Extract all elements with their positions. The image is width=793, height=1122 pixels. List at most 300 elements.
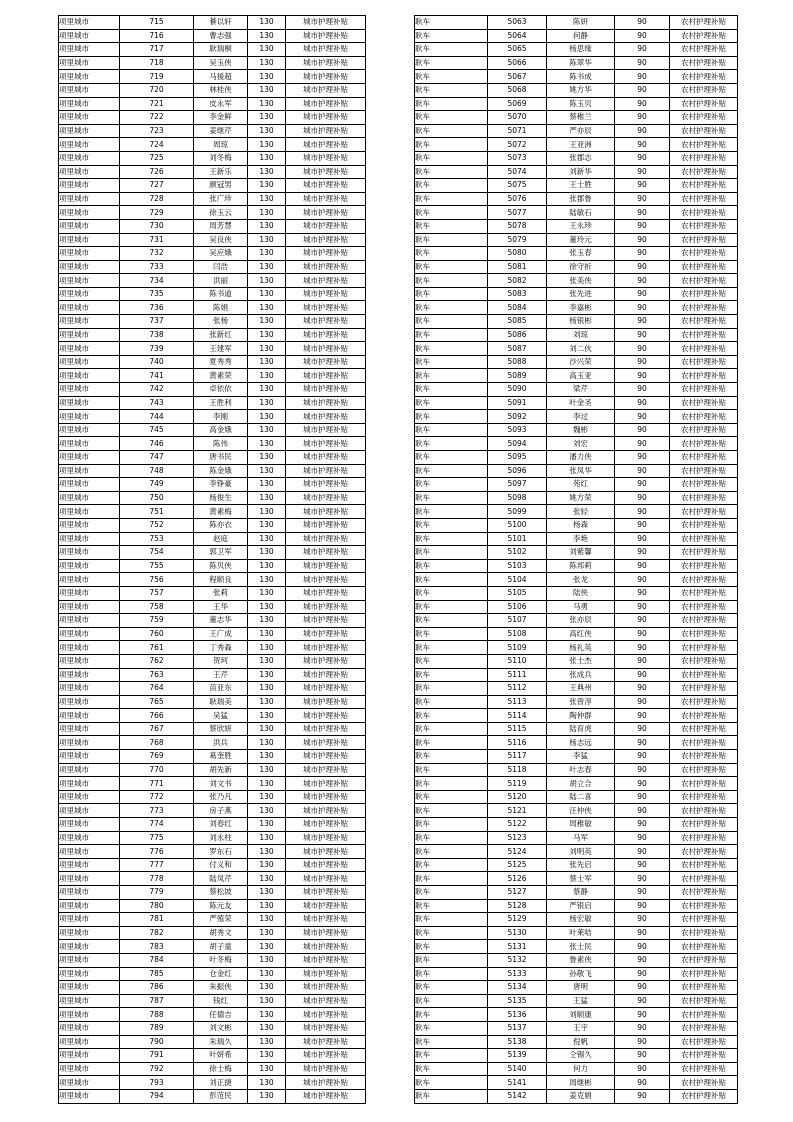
table-row xyxy=(59,342,366,356)
name-cell: 王亚洲 xyxy=(547,138,615,152)
amount-cell: 130 xyxy=(248,165,286,179)
subsidy-type-cell: 农村护理补贴 xyxy=(670,736,738,750)
amount-cell: 90 xyxy=(615,464,670,478)
amount-cell: 130 xyxy=(248,790,286,804)
region-cell: 项里城市 xyxy=(59,437,120,451)
table-row xyxy=(415,899,738,913)
region-cell: 项里城市 xyxy=(59,994,120,1008)
table-row xyxy=(59,573,366,587)
subsidy-type-cell: 农村护理补贴 xyxy=(670,532,738,546)
region-cell: 耿车 xyxy=(415,804,488,818)
table-row xyxy=(415,369,738,383)
id-cell: 5084 xyxy=(488,301,547,315)
region-cell: 耿车 xyxy=(415,70,488,84)
table-row xyxy=(415,151,738,165)
table-row xyxy=(415,777,738,791)
name-cell: 任德吉 xyxy=(194,1008,248,1022)
id-cell: 782 xyxy=(120,926,194,940)
name-cell: 仝锡久 xyxy=(547,1049,615,1063)
id-cell: 5075 xyxy=(488,179,547,193)
region-cell: 耿车 xyxy=(415,926,488,940)
table-row xyxy=(415,206,738,220)
name-cell: 陈玉贝 xyxy=(547,97,615,111)
amount-cell: 130 xyxy=(248,437,286,451)
amount-cell: 90 xyxy=(615,491,670,505)
subsidy-type-cell: 城市护理补贴 xyxy=(286,219,366,233)
name-cell: 魏彬 xyxy=(547,423,615,437)
name-cell: 陈娟 xyxy=(194,301,248,315)
name-cell: 刘紫馨 xyxy=(547,546,615,560)
region-cell: 项里城市 xyxy=(59,43,120,57)
region-cell: 耿车 xyxy=(415,627,488,641)
subsidy-type-cell: 城市护理补贴 xyxy=(286,43,366,57)
id-cell: 5138 xyxy=(488,1035,547,1049)
subsidy-type-cell: 农村护理补贴 xyxy=(670,831,738,845)
amount-cell: 90 xyxy=(615,301,670,315)
region-cell: 耿车 xyxy=(415,83,488,97)
subsidy-type-cell: 城市护理补贴 xyxy=(286,192,366,206)
name-cell: 杨礼英 xyxy=(547,641,615,655)
name-cell: 付义和 xyxy=(194,858,248,872)
name-cell: 叶冬梅 xyxy=(194,953,248,967)
name-cell: 陈翠华 xyxy=(547,56,615,70)
table-row xyxy=(415,165,738,179)
table-row xyxy=(415,97,738,111)
region-cell: 耿车 xyxy=(415,573,488,587)
region-cell: 项里城市 xyxy=(59,328,120,342)
id-cell: 5082 xyxy=(488,274,547,288)
table-row xyxy=(59,219,366,233)
region-cell: 耿车 xyxy=(415,355,488,369)
table-row xyxy=(59,872,366,886)
id-cell: 767 xyxy=(120,722,194,736)
region-cell: 耿车 xyxy=(415,383,488,397)
region-cell: 项里城市 xyxy=(59,886,120,900)
amount-cell: 90 xyxy=(615,804,670,818)
subsidy-type-cell: 城市护理补贴 xyxy=(286,1035,366,1049)
region-cell: 项里城市 xyxy=(59,83,120,97)
amount-cell: 90 xyxy=(615,981,670,995)
subsidy-type-cell: 农村护理补贴 xyxy=(670,559,738,573)
name-cell: 刘文彬 xyxy=(194,1021,248,1035)
subsidy-type-cell: 城市护理补贴 xyxy=(286,437,366,451)
amount-cell: 90 xyxy=(615,478,670,492)
table-row xyxy=(415,546,738,560)
name-cell: 张美侠 xyxy=(547,274,615,288)
region-cell: 耿车 xyxy=(415,1089,488,1103)
name-cell: 李猛 xyxy=(547,750,615,764)
id-cell: 778 xyxy=(120,872,194,886)
table-row xyxy=(59,260,366,274)
subsidy-type-cell: 城市护理补贴 xyxy=(286,763,366,777)
id-cell: 5080 xyxy=(488,247,547,261)
id-cell: 5122 xyxy=(488,818,547,832)
id-cell: 5104 xyxy=(488,573,547,587)
amount-cell: 130 xyxy=(248,600,286,614)
amount-cell: 130 xyxy=(248,994,286,1008)
table-row xyxy=(59,192,366,206)
id-cell: 720 xyxy=(120,83,194,97)
id-cell: 5135 xyxy=(488,994,547,1008)
table-row xyxy=(59,858,366,872)
id-cell: 5112 xyxy=(488,682,547,696)
amount-cell: 90 xyxy=(615,600,670,614)
id-cell: 743 xyxy=(120,396,194,410)
subsidy-type-cell: 城市护理补贴 xyxy=(286,355,366,369)
subsidy-type-cell: 城市护理补贴 xyxy=(286,777,366,791)
amount-cell: 130 xyxy=(248,981,286,995)
subsidy-type-cell: 城市护理补贴 xyxy=(286,981,366,995)
name-cell: 胡立合 xyxy=(547,777,615,791)
amount-cell: 130 xyxy=(248,818,286,832)
subsidy-type-cell: 农村护理补贴 xyxy=(670,315,738,329)
amount-cell: 130 xyxy=(248,43,286,57)
table-row xyxy=(59,1089,366,1103)
name-cell: 颜冠男 xyxy=(194,179,248,193)
id-cell: 734 xyxy=(120,274,194,288)
table-row xyxy=(415,464,738,478)
region-cell: 项里城市 xyxy=(59,1008,120,1022)
name-cell: 罗东石 xyxy=(194,845,248,859)
table-row xyxy=(59,16,366,30)
subsidy-type-cell: 农村护理补贴 xyxy=(670,111,738,125)
amount-cell: 90 xyxy=(615,451,670,465)
amount-cell: 90 xyxy=(615,845,670,859)
table-row xyxy=(59,777,366,791)
id-cell: 5072 xyxy=(488,138,547,152)
amount-cell: 130 xyxy=(248,573,286,587)
name-cell: 耿瑞美 xyxy=(194,695,248,709)
id-cell: 5142 xyxy=(488,1089,547,1103)
amount-cell: 90 xyxy=(615,505,670,519)
table-row xyxy=(59,736,366,750)
name-cell: 林桂侠 xyxy=(194,83,248,97)
id-cell: 5094 xyxy=(488,437,547,451)
name-cell: 叶志春 xyxy=(547,763,615,777)
region-cell: 项里城市 xyxy=(59,219,120,233)
amount-cell: 130 xyxy=(248,777,286,791)
amount-cell: 90 xyxy=(615,695,670,709)
region-cell: 项里城市 xyxy=(59,451,120,465)
amount-cell: 90 xyxy=(615,899,670,913)
id-cell: 777 xyxy=(120,858,194,872)
id-cell: 765 xyxy=(120,695,194,709)
amount-cell: 90 xyxy=(615,872,670,886)
region-cell: 项里城市 xyxy=(59,614,120,628)
name-cell: 王广成 xyxy=(194,627,248,641)
name-cell: 蔡松坡 xyxy=(194,886,248,900)
table-row xyxy=(59,641,366,655)
id-cell: 5114 xyxy=(488,709,547,723)
subsidy-type-cell: 农村护理补贴 xyxy=(670,43,738,57)
amount-cell: 130 xyxy=(248,654,286,668)
name-cell: 姚方荣 xyxy=(547,491,615,505)
table-row xyxy=(59,247,366,261)
table-row xyxy=(59,111,366,125)
id-cell: 775 xyxy=(120,831,194,845)
name-cell: 陈书成 xyxy=(547,70,615,84)
amount-cell: 90 xyxy=(615,614,670,628)
region-cell: 项里城市 xyxy=(59,736,120,750)
name-cell: 郭卫军 xyxy=(194,546,248,560)
id-cell: 729 xyxy=(120,206,194,220)
amount-cell: 130 xyxy=(248,287,286,301)
region-cell: 耿车 xyxy=(415,518,488,532)
amount-cell: 130 xyxy=(248,247,286,261)
region-cell: 项里城市 xyxy=(59,654,120,668)
subsidy-type-cell: 农村护理补贴 xyxy=(670,192,738,206)
id-cell: 5137 xyxy=(488,1021,547,1035)
amount-cell: 90 xyxy=(615,586,670,600)
name-cell: 王华 xyxy=(194,600,248,614)
table-row xyxy=(59,614,366,628)
table-row xyxy=(59,410,366,424)
region-cell: 项里城市 xyxy=(59,151,120,165)
table-row xyxy=(59,56,366,70)
id-cell: 5100 xyxy=(488,518,547,532)
region-cell: 项里城市 xyxy=(59,1062,120,1076)
name-cell: 洪兵 xyxy=(194,736,248,750)
subsidy-type-cell: 城市护理补贴 xyxy=(286,790,366,804)
subsidy-type-cell: 农村护理补贴 xyxy=(670,845,738,859)
amount-cell: 90 xyxy=(615,994,670,1008)
amount-cell: 130 xyxy=(248,559,286,573)
amount-cell: 130 xyxy=(248,682,286,696)
region-cell: 耿车 xyxy=(415,29,488,43)
region-cell: 耿车 xyxy=(415,301,488,315)
id-cell: 728 xyxy=(120,192,194,206)
region-cell: 耿车 xyxy=(415,845,488,859)
amount-cell: 90 xyxy=(615,1089,670,1103)
id-cell: 5121 xyxy=(488,804,547,818)
subsidy-type-cell: 农村护理补贴 xyxy=(670,260,738,274)
region-cell: 耿车 xyxy=(415,750,488,764)
id-cell: 5125 xyxy=(488,858,547,872)
name-cell: 蔡欣妍 xyxy=(194,722,248,736)
amount-cell: 130 xyxy=(248,926,286,940)
table-row xyxy=(415,192,738,206)
table-row xyxy=(415,233,738,247)
region-cell: 耿车 xyxy=(415,287,488,301)
table-row xyxy=(415,16,738,30)
subsidy-type-cell: 城市护理补贴 xyxy=(286,926,366,940)
id-cell: 762 xyxy=(120,654,194,668)
name-cell: 周继彬 xyxy=(547,1076,615,1090)
amount-cell: 130 xyxy=(248,763,286,777)
name-cell: 叶妍希 xyxy=(194,1049,248,1063)
id-cell: 5097 xyxy=(488,478,547,492)
id-cell: 761 xyxy=(120,641,194,655)
table-row xyxy=(415,967,738,981)
table-row xyxy=(415,913,738,927)
amount-cell: 130 xyxy=(248,899,286,913)
id-cell: 5127 xyxy=(488,886,547,900)
id-cell: 744 xyxy=(120,410,194,424)
table-row xyxy=(415,287,738,301)
id-cell: 5081 xyxy=(488,260,547,274)
region-cell: 项里城市 xyxy=(59,546,120,560)
region-cell: 项里城市 xyxy=(59,845,120,859)
id-cell: 788 xyxy=(120,1008,194,1022)
id-cell: 754 xyxy=(120,546,194,560)
table-row xyxy=(59,301,366,315)
id-cell: 746 xyxy=(120,437,194,451)
region-cell: 项里城市 xyxy=(59,491,120,505)
subsidy-type-cell: 农村护理补贴 xyxy=(670,219,738,233)
table-row xyxy=(415,491,738,505)
id-cell: 757 xyxy=(120,586,194,600)
name-cell: 胡秀文 xyxy=(194,926,248,940)
subsidy-type-cell: 城市护理补贴 xyxy=(286,804,366,818)
region-cell: 项里城市 xyxy=(59,342,120,356)
id-cell: 747 xyxy=(120,451,194,465)
name-cell: 吴猛 xyxy=(194,709,248,723)
table-row xyxy=(415,56,738,70)
id-cell: 5130 xyxy=(488,926,547,940)
region-cell: 耿车 xyxy=(415,790,488,804)
subsidy-type-cell: 城市护理补贴 xyxy=(286,491,366,505)
table-row xyxy=(415,831,738,845)
amount-cell: 90 xyxy=(615,1076,670,1090)
table-row xyxy=(415,423,738,437)
subsidy-type-cell: 农村护理补贴 xyxy=(670,1076,738,1090)
region-cell: 项里城市 xyxy=(59,192,120,206)
table-row xyxy=(415,573,738,587)
id-cell: 5071 xyxy=(488,124,547,138)
name-cell: 鲁素侠 xyxy=(547,953,615,967)
subsidy-type-cell: 城市护理补贴 xyxy=(286,342,366,356)
table-row xyxy=(415,1089,738,1103)
subsidy-type-cell: 城市护理补贴 xyxy=(286,573,366,587)
name-cell: 张亦辰 xyxy=(547,614,615,628)
table-row xyxy=(415,953,738,967)
id-cell: 739 xyxy=(120,342,194,356)
name-cell: 高红侠 xyxy=(547,627,615,641)
table-row xyxy=(59,682,366,696)
table-row xyxy=(59,790,366,804)
name-cell: 潘力侠 xyxy=(547,451,615,465)
amount-cell: 90 xyxy=(615,858,670,872)
id-cell: 5107 xyxy=(488,614,547,628)
table-row xyxy=(59,151,366,165)
id-cell: 717 xyxy=(120,43,194,57)
subsidy-type-cell: 城市护理补贴 xyxy=(286,247,366,261)
id-cell: 752 xyxy=(120,518,194,532)
amount-cell: 90 xyxy=(615,736,670,750)
region-cell: 耿车 xyxy=(415,328,488,342)
name-cell: 陈伟 xyxy=(194,437,248,451)
id-cell: 5069 xyxy=(488,97,547,111)
name-cell: 严殖荣 xyxy=(194,913,248,927)
id-cell: 738 xyxy=(120,328,194,342)
name-cell: 杨俊生 xyxy=(194,491,248,505)
id-cell: 737 xyxy=(120,315,194,329)
id-cell: 5076 xyxy=(488,192,547,206)
table-row xyxy=(415,736,738,750)
region-cell: 耿车 xyxy=(415,614,488,628)
region-cell: 耿车 xyxy=(415,97,488,111)
name-cell: 严亦辰 xyxy=(547,124,615,138)
id-cell: 5093 xyxy=(488,423,547,437)
table-row xyxy=(59,709,366,723)
amount-cell: 90 xyxy=(615,967,670,981)
amount-cell: 130 xyxy=(248,1049,286,1063)
subsidy-type-cell: 农村护理补贴 xyxy=(670,16,738,30)
amount-cell: 90 xyxy=(615,247,670,261)
name-cell: 王建军 xyxy=(194,342,248,356)
region-cell: 耿车 xyxy=(415,1049,488,1063)
name-cell: 刘正捷 xyxy=(194,1076,248,1090)
subsidy-type-cell: 农村护理补贴 xyxy=(670,437,738,451)
amount-cell: 90 xyxy=(615,818,670,832)
subsidy-type-cell: 城市护理补贴 xyxy=(286,750,366,764)
table-row xyxy=(59,43,366,57)
subsidy-type-cell: 农村护理补贴 xyxy=(670,1049,738,1063)
name-cell: 刘冬梅 xyxy=(194,151,248,165)
amount-cell: 130 xyxy=(248,83,286,97)
subsidy-type-cell: 农村护理补贴 xyxy=(670,899,738,913)
name-cell: 刘永柱 xyxy=(194,831,248,845)
table-row xyxy=(415,940,738,954)
region-cell: 耿车 xyxy=(415,913,488,927)
region-cell: 项里城市 xyxy=(59,818,120,832)
subsidy-type-cell: 城市护理补贴 xyxy=(286,722,366,736)
region-cell: 耿车 xyxy=(415,654,488,668)
region-cell: 耿车 xyxy=(415,233,488,247)
amount-cell: 130 xyxy=(248,940,286,954)
name-cell: 赵庭 xyxy=(194,532,248,546)
table-row xyxy=(415,559,738,573)
id-cell: 763 xyxy=(120,668,194,682)
amount-cell: 90 xyxy=(615,56,670,70)
name-cell: 李铮豪 xyxy=(194,478,248,492)
amount-cell: 90 xyxy=(615,573,670,587)
name-cell: 李艳 xyxy=(547,532,615,546)
id-cell: 5087 xyxy=(488,342,547,356)
table-row xyxy=(415,342,738,356)
table-row xyxy=(415,43,738,57)
subsidy-type-cell: 农村护理补贴 xyxy=(670,491,738,505)
id-cell: 5115 xyxy=(488,722,547,736)
subsidy-type-cell: 城市护理补贴 xyxy=(286,301,366,315)
name-cell: 马援超 xyxy=(194,70,248,84)
subsidy-type-cell: 城市护理补贴 xyxy=(286,464,366,478)
amount-cell: 130 xyxy=(248,328,286,342)
amount-cell: 130 xyxy=(248,695,286,709)
table-row xyxy=(415,301,738,315)
name-cell: 胡子童 xyxy=(194,940,248,954)
id-cell: 5110 xyxy=(488,654,547,668)
subsidy-type-cell: 农村护理补贴 xyxy=(670,777,738,791)
name-cell: 张广珍 xyxy=(194,192,248,206)
table-row xyxy=(59,845,366,859)
name-cell: 张莉 xyxy=(194,586,248,600)
table-row xyxy=(415,383,738,397)
table-row xyxy=(59,940,366,954)
table-row xyxy=(59,668,366,682)
name-cell: 唐书民 xyxy=(194,451,248,465)
name-cell: 王宇 xyxy=(547,1021,615,1035)
name-cell: 周芳慧 xyxy=(194,219,248,233)
id-cell: 5090 xyxy=(488,383,547,397)
id-cell: 5106 xyxy=(488,600,547,614)
amount-cell: 90 xyxy=(615,342,670,356)
name-cell: 王典州 xyxy=(547,682,615,696)
id-cell: 791 xyxy=(120,1049,194,1063)
region-cell: 耿车 xyxy=(415,668,488,682)
table-row xyxy=(415,179,738,193)
name-cell: 陈元友 xyxy=(194,899,248,913)
